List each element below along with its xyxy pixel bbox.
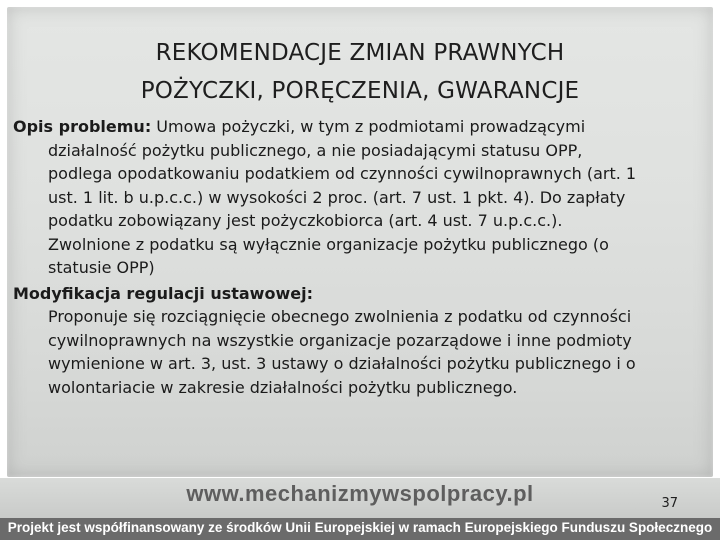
page-number: 37 bbox=[661, 496, 678, 511]
modification-text bbox=[13, 305, 713, 399]
title-line-2: POŻYCZKI, PORĘCZENIA, GWARANCJE bbox=[140, 78, 580, 104]
problem-line-5: podatku zobowiązany jest pożyczkobiorca (art. 4 ust. 7 u.p.c.c.). bbox=[48, 211, 563, 230]
title-line-1: REKOMENDACJE ZMIAN PRAWNYCH bbox=[155, 40, 565, 66]
problem-line-1: Umowa pożyczki, w tym z podmiotami prowadzącymi bbox=[151, 117, 586, 136]
modification-label: Modyfikacja regulacji ustawowej: bbox=[13, 283, 313, 303]
problem-line-7: statusie OPP) bbox=[48, 258, 155, 277]
problem-line-3: podlega opodatkowaniu podatkiem od czynności cywilnoprawnych (art. 1 bbox=[48, 164, 637, 183]
slide-title bbox=[0, 34, 720, 110]
modification-line-3: wymienione w art. 3, ust. 3 ustawy o działalności pożytku publicznego i o bbox=[48, 354, 636, 373]
problem-line-2: działalność pożytku publicznego, a nie posiadającymi statusu OPP, bbox=[48, 140, 583, 160]
funding-notice: Projekt jest współfinansowany ze środków Unii Europejskiej w ramach Europejskiego Funduszu Społecznego bbox=[7, 520, 713, 535]
problem-line-4: ust. 1 lit. b u.p.c.c.) w wysokości 2 proc. (art. 7 ust. 1 pkt. 4). Do zapłaty bbox=[48, 187, 626, 207]
problem-label: Opis problemu: bbox=[13, 117, 152, 136]
modification-line-2: cywilnoprawnych na wszystkie organizacje pozarządowe i inne podmioty bbox=[48, 330, 632, 350]
problem-description bbox=[13, 115, 713, 280]
modification-line-4: wolontariacie w zakresie działalności pożytku publicznego. bbox=[48, 377, 518, 397]
website-url: www.mechanizmywspolpracy.pl bbox=[186, 481, 534, 506]
slide-body bbox=[13, 115, 713, 399]
modification-line-1: Proponuje się rozciągnięcie obecnego zwolnienia z podatku od czynności bbox=[48, 307, 632, 326]
problem-line-6: Zwolnione z podatku są wyłącznie organizacje pożytku publicznego (o bbox=[48, 234, 609, 254]
